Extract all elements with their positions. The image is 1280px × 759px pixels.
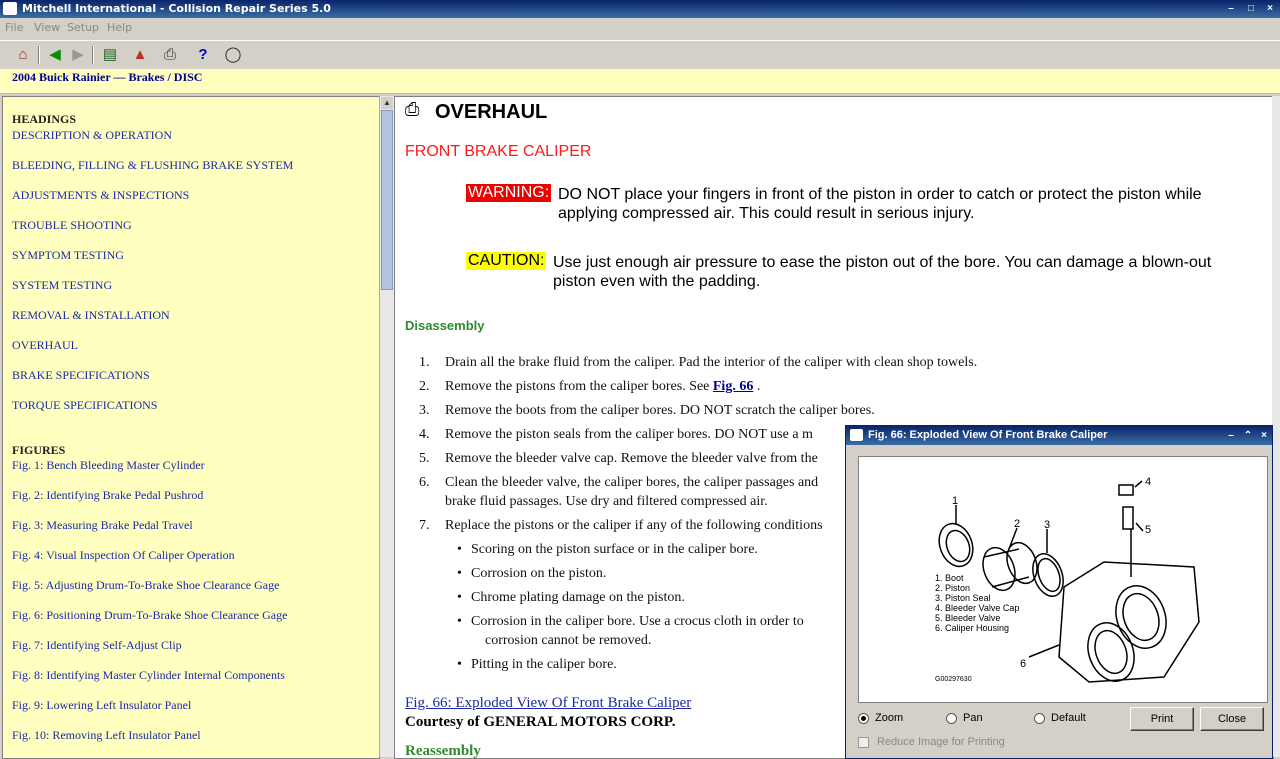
close-button[interactable]: Close xyxy=(1200,707,1264,731)
heading-link[interactable]: BRAKE SPECIFICATIONS xyxy=(12,368,150,382)
caution-text-line: Use just enough air pressure to ease the piston out of the bore. You can damage a blown-out xyxy=(553,254,1212,271)
figures-label: FIGURES xyxy=(12,443,66,457)
step-number: 7. xyxy=(419,518,430,533)
figure-link[interactable]: Fig. 3: Measuring Brake Pedal Travel xyxy=(12,518,193,532)
heading-link[interactable]: ADJUSTMENTS & INSPECTIONS xyxy=(12,188,190,202)
breadcrumb-text: 2004 Buick Rainier — Brakes / DISC xyxy=(12,70,203,84)
step-text: Remove the pistons from the caliper bores. See xyxy=(445,379,713,394)
figure-link[interactable]: Fig. 7: Identifying Self-Adjust Clip xyxy=(12,638,182,652)
content-scrollbar[interactable] xyxy=(1272,96,1280,757)
menu-bar xyxy=(0,18,1280,38)
heading-link[interactable]: BLEEDING, FILLING & FLUSHING BRAKE SYSTEM xyxy=(12,158,294,172)
step-text: Clean the bleeder valve, the caliper bores, the caliper passages and xyxy=(445,475,819,490)
zoom-radio[interactable] xyxy=(858,712,903,724)
bullet-item: • Pitting in the caliper bore. xyxy=(471,655,617,674)
reduce-image-checkbox[interactable] xyxy=(858,736,1005,748)
zoom-label: Zoom xyxy=(875,712,904,724)
figure-link[interactable]: Fig. 9: Lowering Left Insulator Panel xyxy=(12,698,192,712)
step-text-suffix: . xyxy=(753,379,761,394)
estimate-icon[interactable]: ▤ xyxy=(102,46,118,63)
figure-link[interactable]: Fig. 5: Adjusting Drum-To-Brake Shoe Clearance Gage xyxy=(12,578,280,592)
warning-text-line: applying compressed air. This could result in serious injury. xyxy=(558,205,975,222)
step-number: 6. xyxy=(419,475,430,490)
step-text: Drain all the brake fluid from the caliper. Pad the interior of the caliper with clean shop towels. xyxy=(445,355,978,370)
callout-1: 1 xyxy=(952,495,959,507)
heading-link[interactable]: DESCRIPTION & OPERATION xyxy=(12,128,173,142)
warning-text-line: DO NOT place your fingers in front of the piston in order to catch or protect the piston while xyxy=(558,186,1202,203)
heading-link[interactable]: SYMPTOM TESTING xyxy=(12,248,124,262)
step-number: 4. xyxy=(419,427,430,442)
legend-item: 1. Boot xyxy=(935,573,964,583)
step-number: 1. xyxy=(419,355,430,370)
figure-caption-link[interactable]: Fig. 66: Exploded View Of Front Brake Caliper xyxy=(405,695,692,711)
step-number: 5. xyxy=(419,451,430,466)
help-icon[interactable]: ? xyxy=(198,46,208,63)
print-page-icon[interactable]: ⎙ xyxy=(405,99,420,119)
step-text: brake fluid passages. Use dry and filtered compressed air. xyxy=(445,494,768,509)
menu-help[interactable]: Help xyxy=(107,21,133,34)
legend-item: 6. Caliper Housing xyxy=(935,623,1010,633)
figure-link[interactable]: Fig. 6: Positioning Drum-To-Brake Shoe Clearance Gage xyxy=(12,608,288,622)
heading-link[interactable]: TROUBLE SHOOTING xyxy=(12,218,132,232)
step-text: Remove the bleeder valve cap. Remove the bleeder valve from the xyxy=(445,451,818,466)
callout-3: 3 xyxy=(1044,519,1051,531)
maximize-icon[interactable]: ⌃ xyxy=(1243,430,1253,441)
figure-link[interactable]: Fig. 2: Identifying Brake Pedal Pushrod xyxy=(12,488,204,502)
heading-link[interactable]: REMOVAL & INSTALLATION xyxy=(12,308,170,322)
close-icon[interactable]: × xyxy=(1261,430,1267,441)
toolbar xyxy=(0,40,1280,70)
car-app-icon xyxy=(3,2,17,15)
menu-view[interactable]: View xyxy=(34,21,61,34)
legend-item: 3. Piston Seal xyxy=(935,593,991,603)
figure-window-title: Fig. 66: Exploded View Of Front Brake Caliper xyxy=(868,429,1108,441)
scroll-up-icon[interactable]: ▲ xyxy=(381,97,393,109)
step-text: Remove the piston seals from the caliper bores. DO NOT use a m xyxy=(445,427,813,442)
bullet-item: • Chrome plating damage on the piston. xyxy=(471,588,685,607)
nav-scroll-thumb[interactable] xyxy=(381,110,393,290)
vehicle-icon[interactable]: ▲ xyxy=(132,46,148,63)
warning-badge: WARNING: xyxy=(468,184,550,201)
default-label: Default xyxy=(1051,712,1086,724)
figure-window-titlebar[interactable] xyxy=(846,426,1272,445)
breadcrumb xyxy=(0,69,1280,94)
callout-5: 5 xyxy=(1145,524,1152,536)
minimize-icon[interactable]: – xyxy=(1228,430,1234,441)
step-text: Remove the boots from the caliper bores. DO NOT scratch the caliper bores. xyxy=(445,403,875,418)
step-number: 3. xyxy=(419,403,430,418)
exploded-caliper-illustration xyxy=(859,457,1267,702)
bullet-item: • Scoring on the piston surface or in the caliper bore. xyxy=(471,540,758,559)
restore-icon[interactable]: □ xyxy=(1247,3,1255,14)
radio-dot[interactable] xyxy=(1034,713,1045,724)
pan-label: Pan xyxy=(963,712,983,724)
callout-4: 4 xyxy=(1145,476,1152,488)
window-title: Mitchell International - Collision Repair Series 5.0 xyxy=(22,2,331,15)
bullet-item: • Corrosion on the piston. xyxy=(471,564,606,583)
legend-item: 4. Bleeder Valve Cap xyxy=(935,603,1020,613)
title-bar xyxy=(0,0,1280,18)
nav-scrollbar[interactable] xyxy=(379,96,394,757)
step-text: Replace the pistons or the caliper if any of the following conditions xyxy=(445,518,823,533)
fig-66-link[interactable]: Fig. 66 xyxy=(712,379,754,394)
figure-link[interactable]: Fig. 1: Bench Bleeding Master Cylinder xyxy=(12,458,205,472)
reassembly-heading: Reassembly xyxy=(405,743,481,759)
bullet-item: • Corrosion in the caliper bore. Use a crocus cloth in order to xyxy=(471,612,804,631)
page-title: OVERHAUL xyxy=(435,101,548,123)
caution-text-line: piston even with the padding. xyxy=(553,273,761,290)
back-arrow-icon[interactable]: ◀ xyxy=(49,46,61,63)
callout-2: 2 xyxy=(1014,518,1021,530)
picture-icon xyxy=(850,429,863,441)
section-title: FRONT BRAKE CALIPER xyxy=(405,143,592,160)
navigation-panel xyxy=(2,96,380,759)
home-icon[interactable]: ⌂ xyxy=(18,46,28,63)
heading-link[interactable]: SYSTEM TESTING xyxy=(12,278,113,292)
figure-viewer-window xyxy=(845,425,1273,759)
forward-arrow-icon[interactable]: ▶ xyxy=(72,46,84,63)
courtesy-text: Courtesy of GENERAL MOTORS CORP. xyxy=(405,714,676,730)
headings-label: HEADINGS xyxy=(12,112,77,126)
print-button[interactable]: Print xyxy=(1130,707,1194,731)
heading-link[interactable]: TORQUE SPECIFICATIONS xyxy=(12,398,158,412)
legend-item: 5. Bleeder Valve xyxy=(935,613,1001,623)
caution-badge: CAUTION: xyxy=(468,252,545,269)
close-icon[interactable]: × xyxy=(1267,3,1273,14)
radio-dot[interactable] xyxy=(946,713,957,724)
menu-file[interactable]: File xyxy=(5,21,24,34)
print-icon[interactable]: ⎙ xyxy=(163,46,176,63)
checkbox-label: Reduce Image for Printing xyxy=(877,736,1005,748)
figure-link[interactable]: Fig. 10: Removing Left Insulator Panel xyxy=(12,728,201,742)
callout-6: 6 xyxy=(1020,658,1027,670)
checkbox-box[interactable] xyxy=(858,737,869,748)
figure-link[interactable]: Fig. 4: Visual Inspection Of Caliper Operation xyxy=(12,548,235,562)
figure-link[interactable]: Fig. 8: Identifying Master Cylinder Internal Components xyxy=(12,668,285,682)
heading-link[interactable]: OVERHAUL xyxy=(12,338,78,352)
minimize-icon[interactable]: – xyxy=(1228,3,1234,14)
image-code: G00297630 xyxy=(935,676,972,683)
pan-radio[interactable] xyxy=(946,712,983,724)
radio-dot[interactable] xyxy=(858,713,869,724)
disassembly-heading: Disassembly xyxy=(405,318,485,333)
binoculars-search-icon[interactable]: ◯ xyxy=(224,46,242,63)
bullet-text: corrosion cannot be removed. xyxy=(485,633,652,648)
default-radio[interactable] xyxy=(1034,712,1086,724)
step-number: 2. xyxy=(419,379,430,394)
menu-setup[interactable]: Setup xyxy=(67,21,100,34)
caliper-diagram[interactable] xyxy=(858,456,1268,703)
legend-item: 2. Piston xyxy=(935,583,971,593)
